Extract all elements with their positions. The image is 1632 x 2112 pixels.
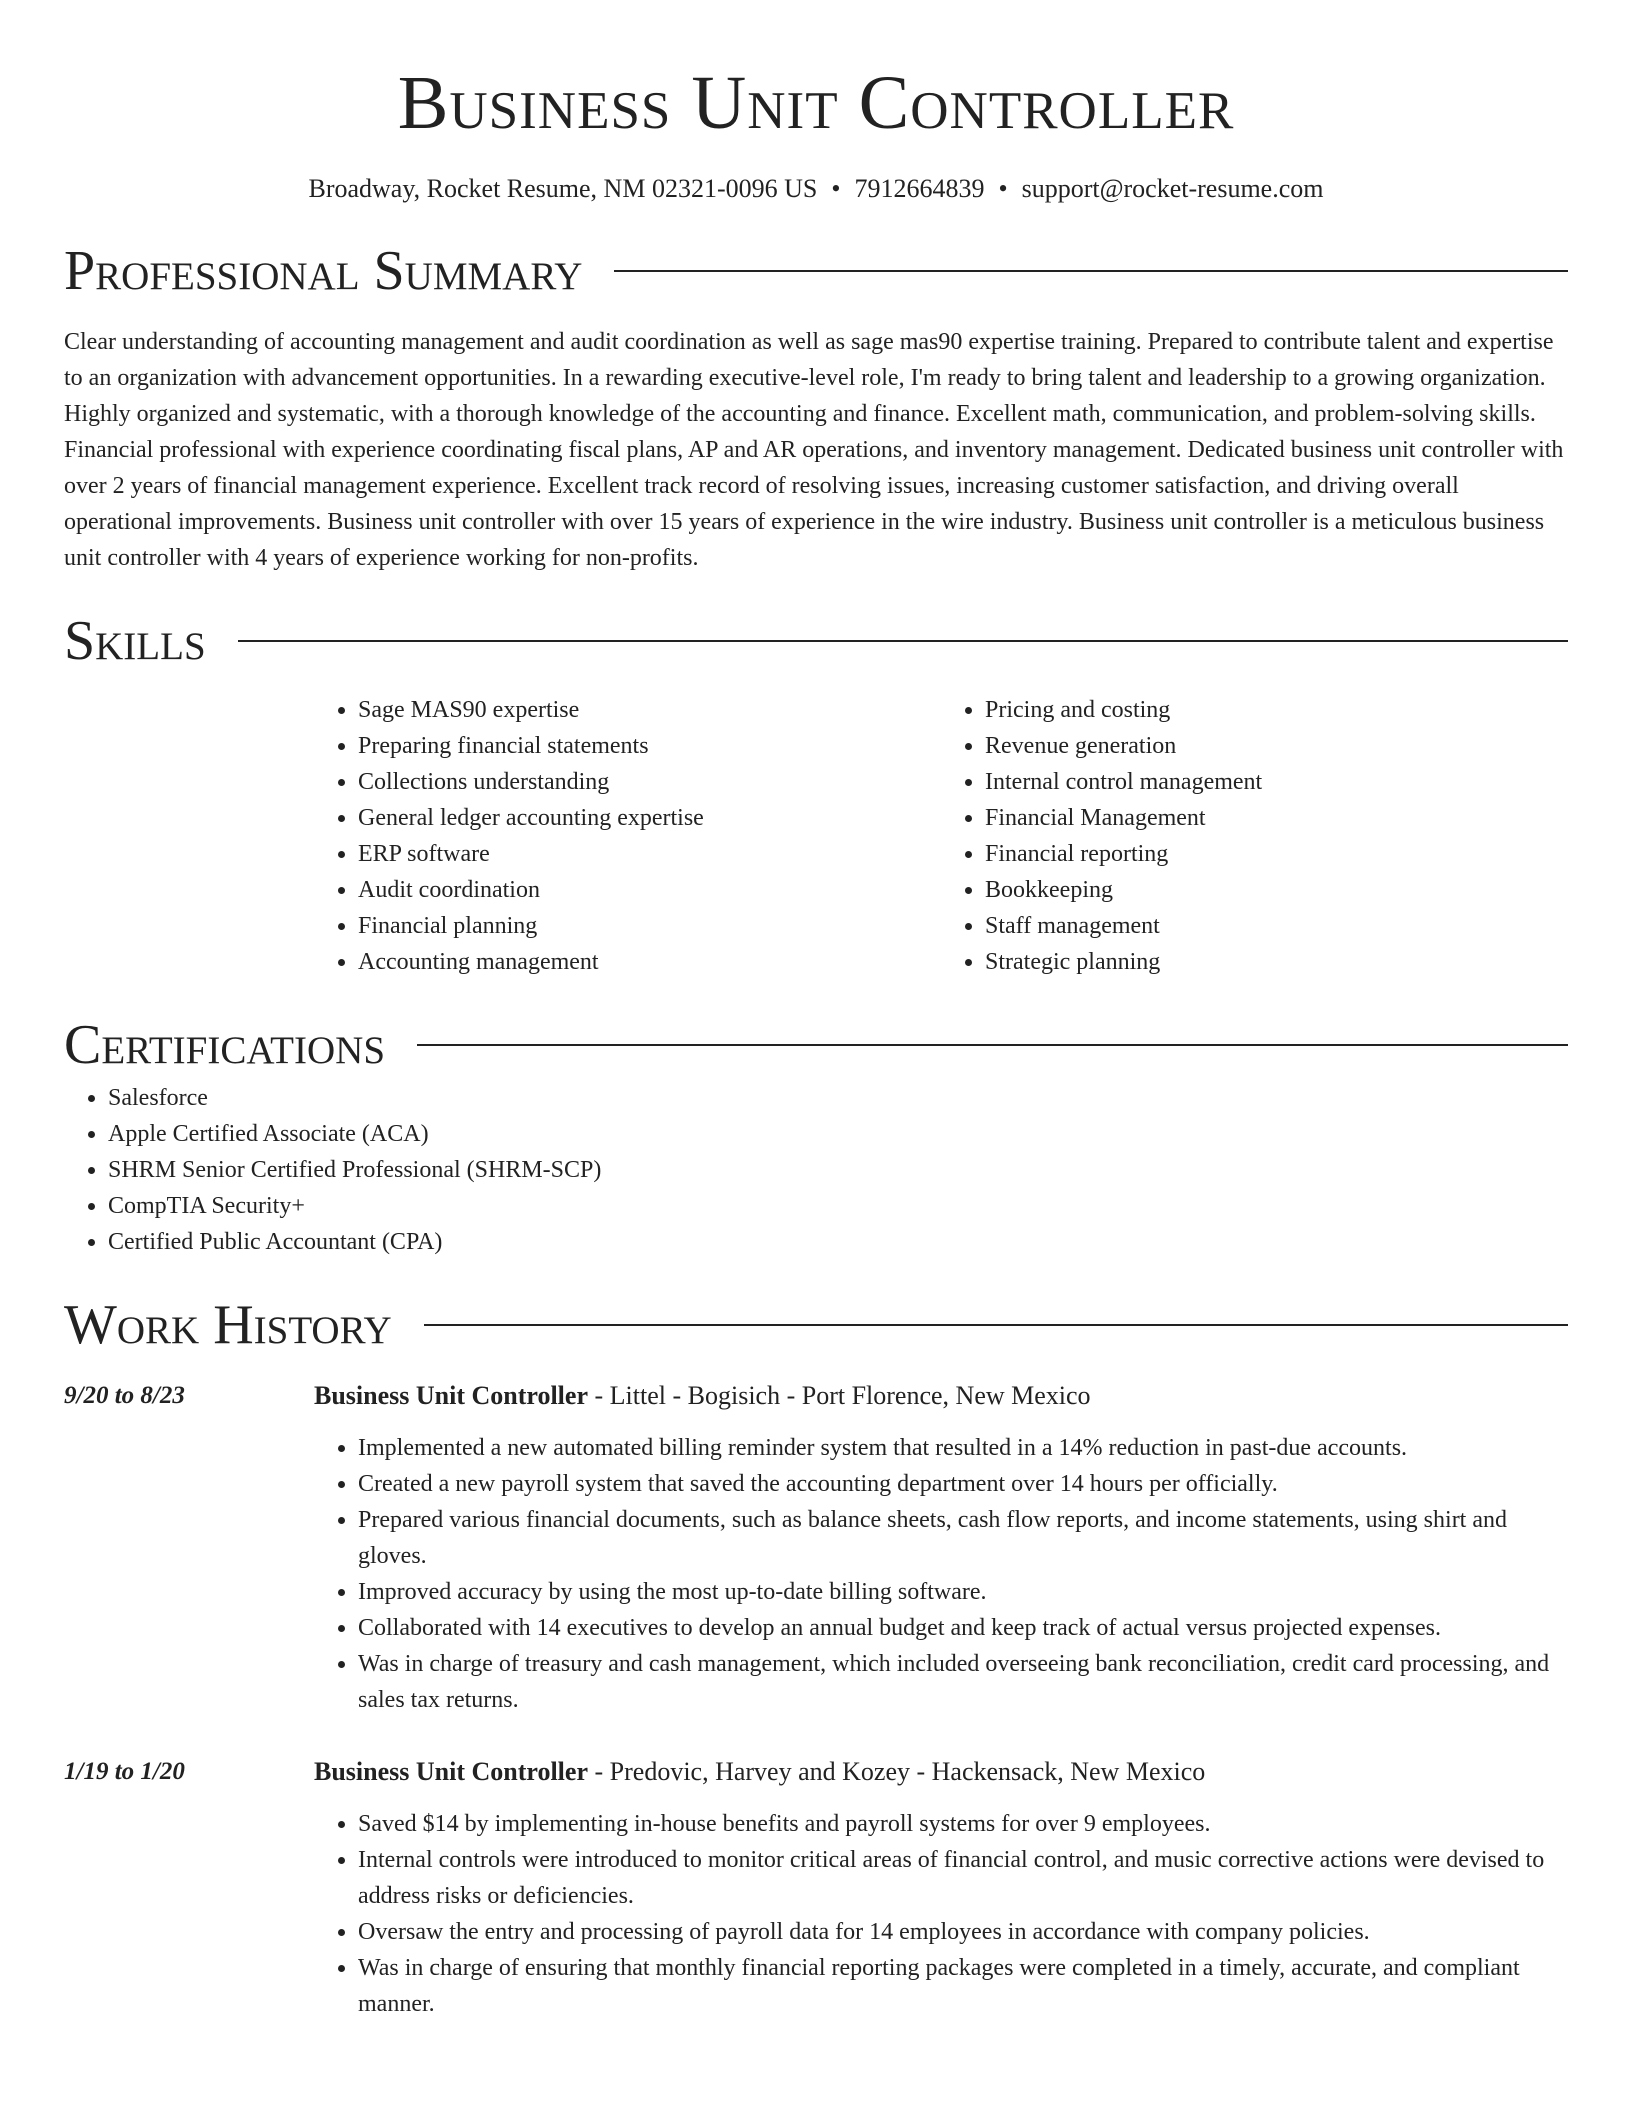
certifications-list	[64, 1080, 1568, 1260]
contact-phone: 7912664839	[854, 174, 985, 203]
candidate-name: Business Unit Controller	[397, 61, 1235, 145]
skill-item: • Audit coordination	[358, 872, 941, 908]
job-bullets	[314, 1430, 1568, 1718]
skill-item: • Staff management	[985, 908, 1568, 944]
skill-item: • Strategic planning	[985, 944, 1568, 980]
job-entry	[64, 1378, 1568, 1718]
job-bullet: • Created a new payroll system that saved the accounting department over 14 hours per officially.	[358, 1466, 1568, 1502]
job-role: Business Unit Controller	[314, 1381, 588, 1410]
job-bullet: • Was in charge of treasury and cash management, which included overseeing bank reconciliation, credit card processing, and sales tax returns.	[358, 1646, 1568, 1718]
skill-item: • Financial reporting	[985, 836, 1568, 872]
skill-item: • Internal control management	[985, 764, 1568, 800]
job-bullet: • Oversaw the entry and processing of payroll data for 14 employees in accordance with company policies.	[358, 1914, 1568, 1950]
skill-item: • Revenue generation	[985, 728, 1568, 764]
skill-item: • Pricing and costing	[985, 692, 1568, 728]
job-role: Business Unit Controller	[314, 1757, 588, 1786]
job-bullets	[314, 1806, 1568, 2022]
job-employer: - Predovic, Harvey and Kozey - Hackensack, New Mexico	[588, 1757, 1206, 1786]
work-history-title: Work History	[64, 1294, 392, 1356]
skill-item: • Sage MAS90 expertise	[358, 692, 941, 728]
skills-section	[64, 606, 1568, 980]
section-divider	[417, 1044, 1568, 1046]
contact-address: Broadway, Rocket Resume, NM 02321-0096 US	[308, 174, 818, 203]
section-divider	[424, 1324, 1568, 1326]
skill-item: • General ledger accounting expertise	[358, 800, 941, 836]
skills-grid	[314, 692, 1568, 980]
skill-item: • Bookkeeping	[985, 872, 1568, 908]
job-bullet: • Was in charge of ensuring that monthly financial reporting packages were completed in a timely, accurate, and compliant manner.	[358, 1950, 1568, 2022]
job-title-line	[314, 1378, 1568, 1414]
job-bullet: • Internal controls were introduced to monitor critical areas of financial control, and music corrective actions were devised to address risks or deficiencies.	[358, 1842, 1568, 1914]
job-bullet: • Improved accuracy by using the most up-to-date billing software.	[358, 1574, 1568, 1610]
skills-title: Skills	[64, 610, 206, 672]
certification-item: • Certified Public Accountant (CPA)	[108, 1224, 1568, 1260]
skill-item: • Collections understanding	[358, 764, 941, 800]
job-bullet: • Saved $14 by implementing in-house benefits and payroll systems for over 9 employees.	[358, 1806, 1568, 1842]
skills-header	[64, 606, 1568, 676]
certification-item: • SHRM Senior Certified Professional (SHRM-SCP)	[108, 1152, 1568, 1188]
skill-item: • ERP software	[358, 836, 941, 872]
contact-email[interactable]: support@rocket-resume.com	[1021, 174, 1324, 203]
job-dates: 1/19 to 1/20	[64, 1758, 185, 1785]
skill-item: • Financial Management	[985, 800, 1568, 836]
certifications-header	[64, 1010, 1568, 1080]
job-body	[314, 1378, 1568, 1718]
job-bullet: • Collaborated with 14 executives to develop an annual budget and keep track of actual versus projected expenses.	[358, 1610, 1568, 1646]
summary-header	[64, 236, 1568, 306]
job-title-line	[314, 1754, 1568, 1790]
summary-text: Clear understanding of accounting management and audit coordination as well as sage mas90 expertise training. Prepared to contribute talent and expertise to an organization with advancement opportunities. In a rewarding executive-level role, I'm ready to bring talent and leadership to a growing organization. Highly organized and systematic, with a thorough knowledge of the accounting and finance. Excellent math, communication, and problem-solving skills. Financial professional with experience coordinating fiscal plans, AP and AR operations, and inventory management. Dedicated business unit controller with over 2 years of financial management experience. Excellent track record of resolving issues, increasing customer satisfaction, and driving overall operational improvements. Business unit controller with over 15 years of experience in the wire industry. Business unit controller is a meticulous business unit controller with 4 years of experience working for non-profits.	[64, 329, 1564, 571]
certification-item: • Apple Certified Associate (ACA)	[108, 1116, 1568, 1152]
section-divider	[238, 640, 1568, 642]
job-bullet: • Implemented a new automated billing reminder system that resulted in a 14% reduction in past-due accounts.	[358, 1430, 1568, 1466]
skill-item: • Accounting management	[358, 944, 941, 980]
skill-item: • Financial planning	[358, 908, 941, 944]
job-employer: - Littel - Bogisich - Port Florence, New Mexico	[588, 1381, 1091, 1410]
job-entry	[64, 1754, 1568, 2022]
skills-list-left	[314, 692, 941, 980]
job-body	[314, 1754, 1568, 2022]
contact-line	[64, 172, 1568, 206]
summary-title: Professional Summary	[64, 240, 583, 302]
job-dates: 9/20 to 8/23	[64, 1382, 185, 1409]
contact-separator: •	[998, 174, 1008, 203]
contact-separator: •	[831, 174, 841, 203]
certification-item: • Salesforce	[108, 1080, 1568, 1116]
section-divider	[614, 270, 1568, 272]
work-history-section	[64, 1290, 1568, 2022]
certifications-section	[64, 1010, 1568, 1260]
job-bullet: • Prepared various financial documents, such as balance sheets, cash flow reports, and income statements, using shirt and gloves.	[358, 1502, 1568, 1574]
skill-item: • Preparing financial statements	[358, 728, 941, 764]
work-history-header	[64, 1290, 1568, 1360]
certification-item: • CompTIA Security+	[108, 1188, 1568, 1224]
certifications-title: Certifications	[64, 1014, 386, 1076]
summary-section	[64, 236, 1568, 576]
skills-list-right	[941, 692, 1568, 980]
